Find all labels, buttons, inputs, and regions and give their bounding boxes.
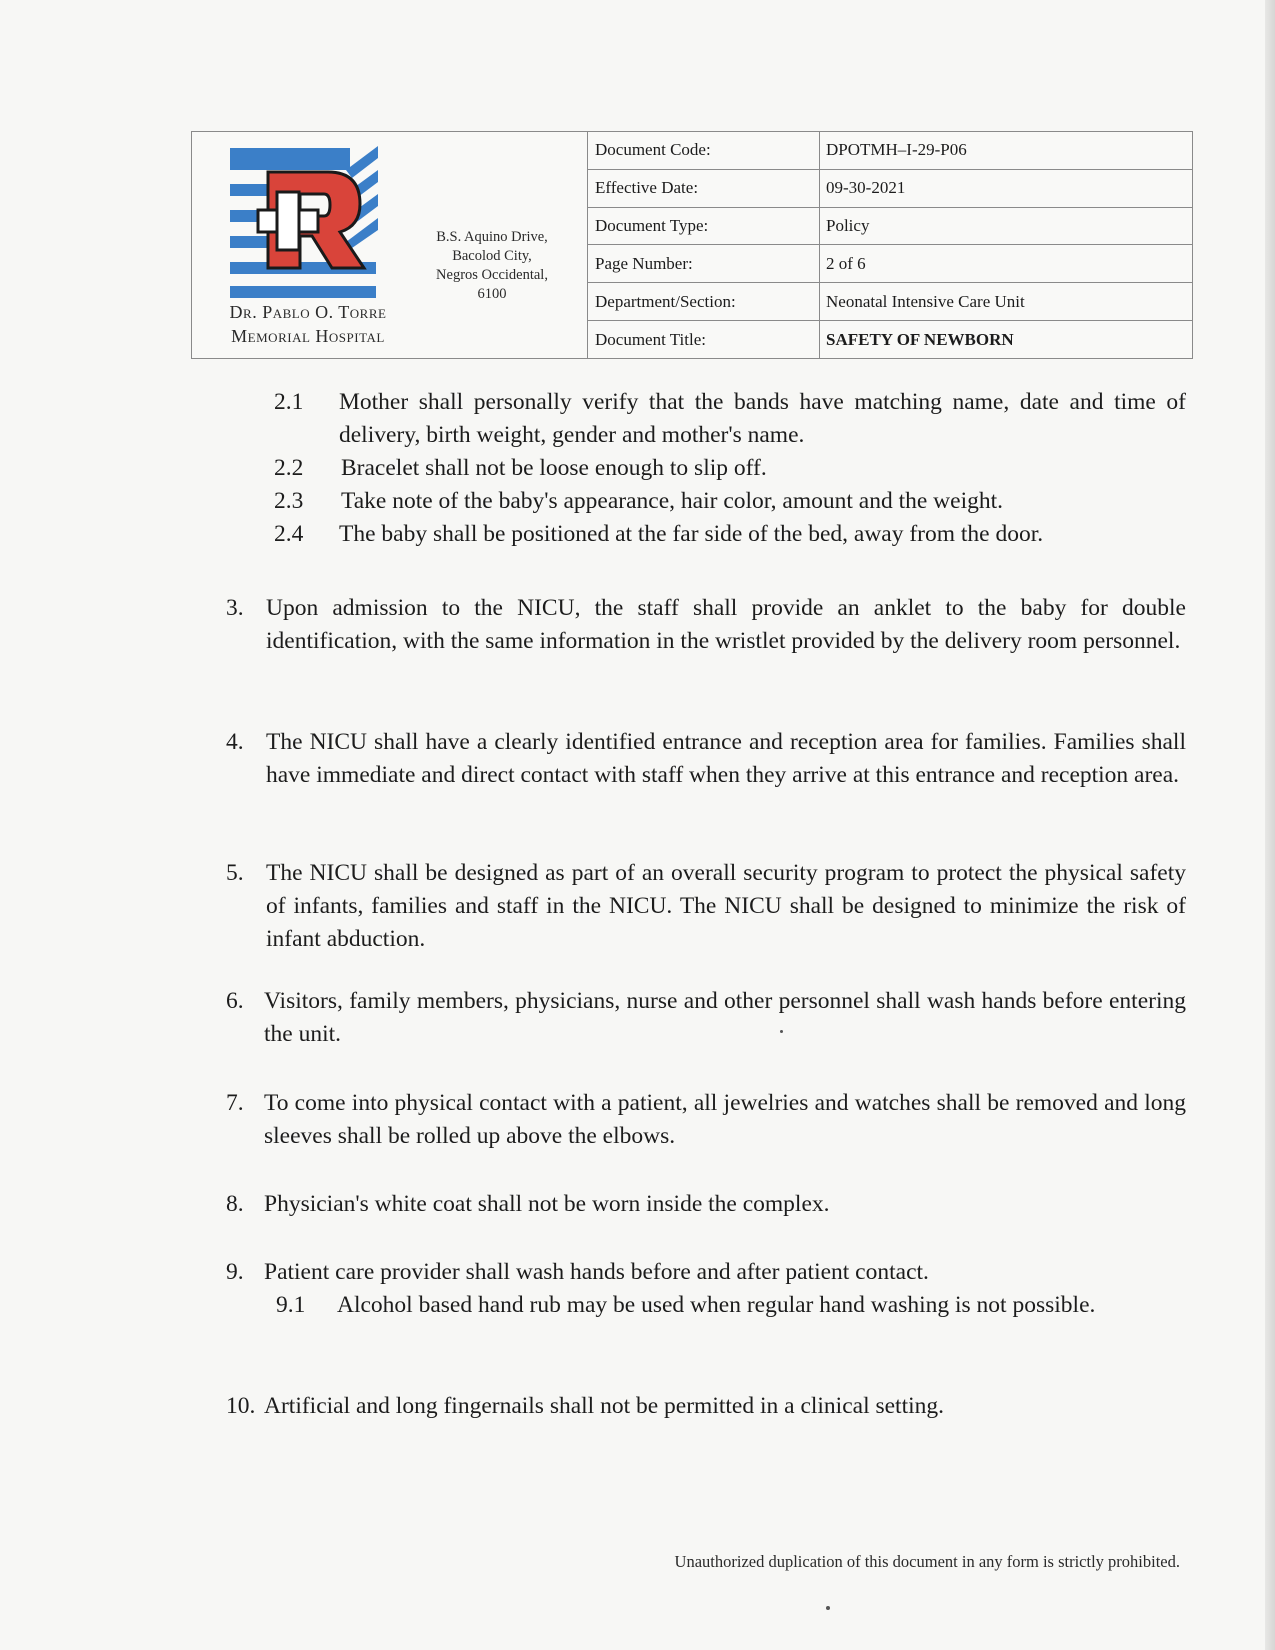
address-line: Negros Occidental, <box>436 267 548 283</box>
item-number: 9. <box>226 1259 244 1285</box>
item-text: Upon admission to the NICU, the staff shall provide an anklet to the baby for double identification, with the same information in the wristlet provided by the delivery room personnel. <box>266 595 1186 654</box>
item-text: Physician's white coat shall not be worn inside the complex. <box>264 1191 830 1217</box>
meta-label: Document Title: <box>588 321 820 358</box>
meta-row-document-code <box>588 132 1192 170</box>
meta-row-document-type <box>588 208 1192 246</box>
meta-value: Policy <box>826 216 870 236</box>
item-text: Bracelet shall not be loose enough to slip off. <box>341 455 767 481</box>
hospital-logo-icon <box>228 146 378 301</box>
scan-page-edge <box>1265 0 1275 1650</box>
document-meta-grid <box>588 132 1192 358</box>
hospital-name <box>198 300 418 348</box>
item-text: Take note of the baby's appearance, hair color, amount and the weight. <box>341 488 1004 514</box>
logo-cell <box>192 132 588 358</box>
meta-value: 09-30-2021 <box>826 178 906 198</box>
hospital-address <box>417 228 567 304</box>
hospital-name-line1: Dr. Pablo O. Torre <box>229 302 387 322</box>
item-number: 6. <box>226 988 244 1014</box>
meta-row-effective-date <box>588 170 1192 208</box>
meta-row-page-number <box>588 245 1192 283</box>
item-number: 9.1 <box>276 1292 306 1318</box>
meta-value: DPOTMH–I-29-P06 <box>826 140 967 160</box>
item-number: 8. <box>226 1191 244 1217</box>
meta-label: Effective Date: <box>588 170 820 207</box>
item-text: Artificial and long fingernails shall not be permitted in a clinical setting. <box>264 1393 945 1419</box>
item-number: 3. <box>226 595 244 621</box>
meta-label: Document Type: <box>588 208 820 245</box>
item-text: The baby shall be positioned at the far side of the bed, away from the door. <box>339 521 1044 547</box>
item-text: The NICU shall be designed as part of an overall security program to protect the physical safety of infants, families and staff in the NICU. The NICU shall be designed to minimize the risk of infant abduction. <box>266 860 1186 952</box>
item-number: 2.3 <box>274 488 304 514</box>
item-text: Visitors, family members, physicians, nurse and other personnel shall wash hands before entering the unit. <box>264 988 1186 1047</box>
address-line: Bacolod City, <box>452 248 532 264</box>
item-number: 5. <box>226 860 244 886</box>
item-number: 4. <box>226 729 244 755</box>
item-number: 2.2 <box>274 455 304 481</box>
footer-notice: Unauthorized duplication of this document in any form is strictly prohibited. <box>674 1552 1180 1571</box>
document-title: SAFETY OF NEWBORN <box>826 329 1014 349</box>
item-text: Mother shall personally verify that the bands have matching name, date and time of delivery, birth weight, gender and mother's name. <box>339 389 1186 448</box>
item-text: To come into physical contact with a patient, all jewelries and watches shall be removed and long sleeves shall be rolled up above the elbows. <box>264 1090 1186 1149</box>
meta-row-document-title <box>588 321 1192 358</box>
meta-row-department <box>588 283 1192 321</box>
item-number: 2.4 <box>274 521 304 547</box>
meta-label: Page Number: <box>588 245 820 282</box>
meta-label: Document Code: <box>588 132 820 169</box>
scan-speck <box>826 1606 830 1610</box>
address-line: 6100 <box>477 286 507 302</box>
document-header <box>191 131 1193 359</box>
hospital-name-line2: Memorial Hospital <box>231 326 385 346</box>
meta-value: Neonatal Intensive Care Unit <box>826 291 1025 311</box>
item-number: 2.1 <box>274 389 304 415</box>
item-text: The NICU shall have a clearly identified entrance and reception area for families. Families shall have immediate and direct contact with staff when they arrive at this entrance and reception area. <box>266 729 1186 788</box>
scan-speck <box>780 1030 783 1033</box>
address-line: B.S. Aquino Drive, <box>436 229 548 245</box>
item-number: 10. <box>226 1393 256 1419</box>
item-number: 7. <box>226 1090 244 1116</box>
meta-value: 2 of 6 <box>826 253 866 273</box>
item-text: Patient care provider shall wash hands before and after patient contact. <box>264 1259 929 1285</box>
meta-label: Department/Section: <box>588 283 820 320</box>
item-text: Alcohol based hand rub may be used when regular hand washing is not possible. <box>337 1292 1096 1318</box>
